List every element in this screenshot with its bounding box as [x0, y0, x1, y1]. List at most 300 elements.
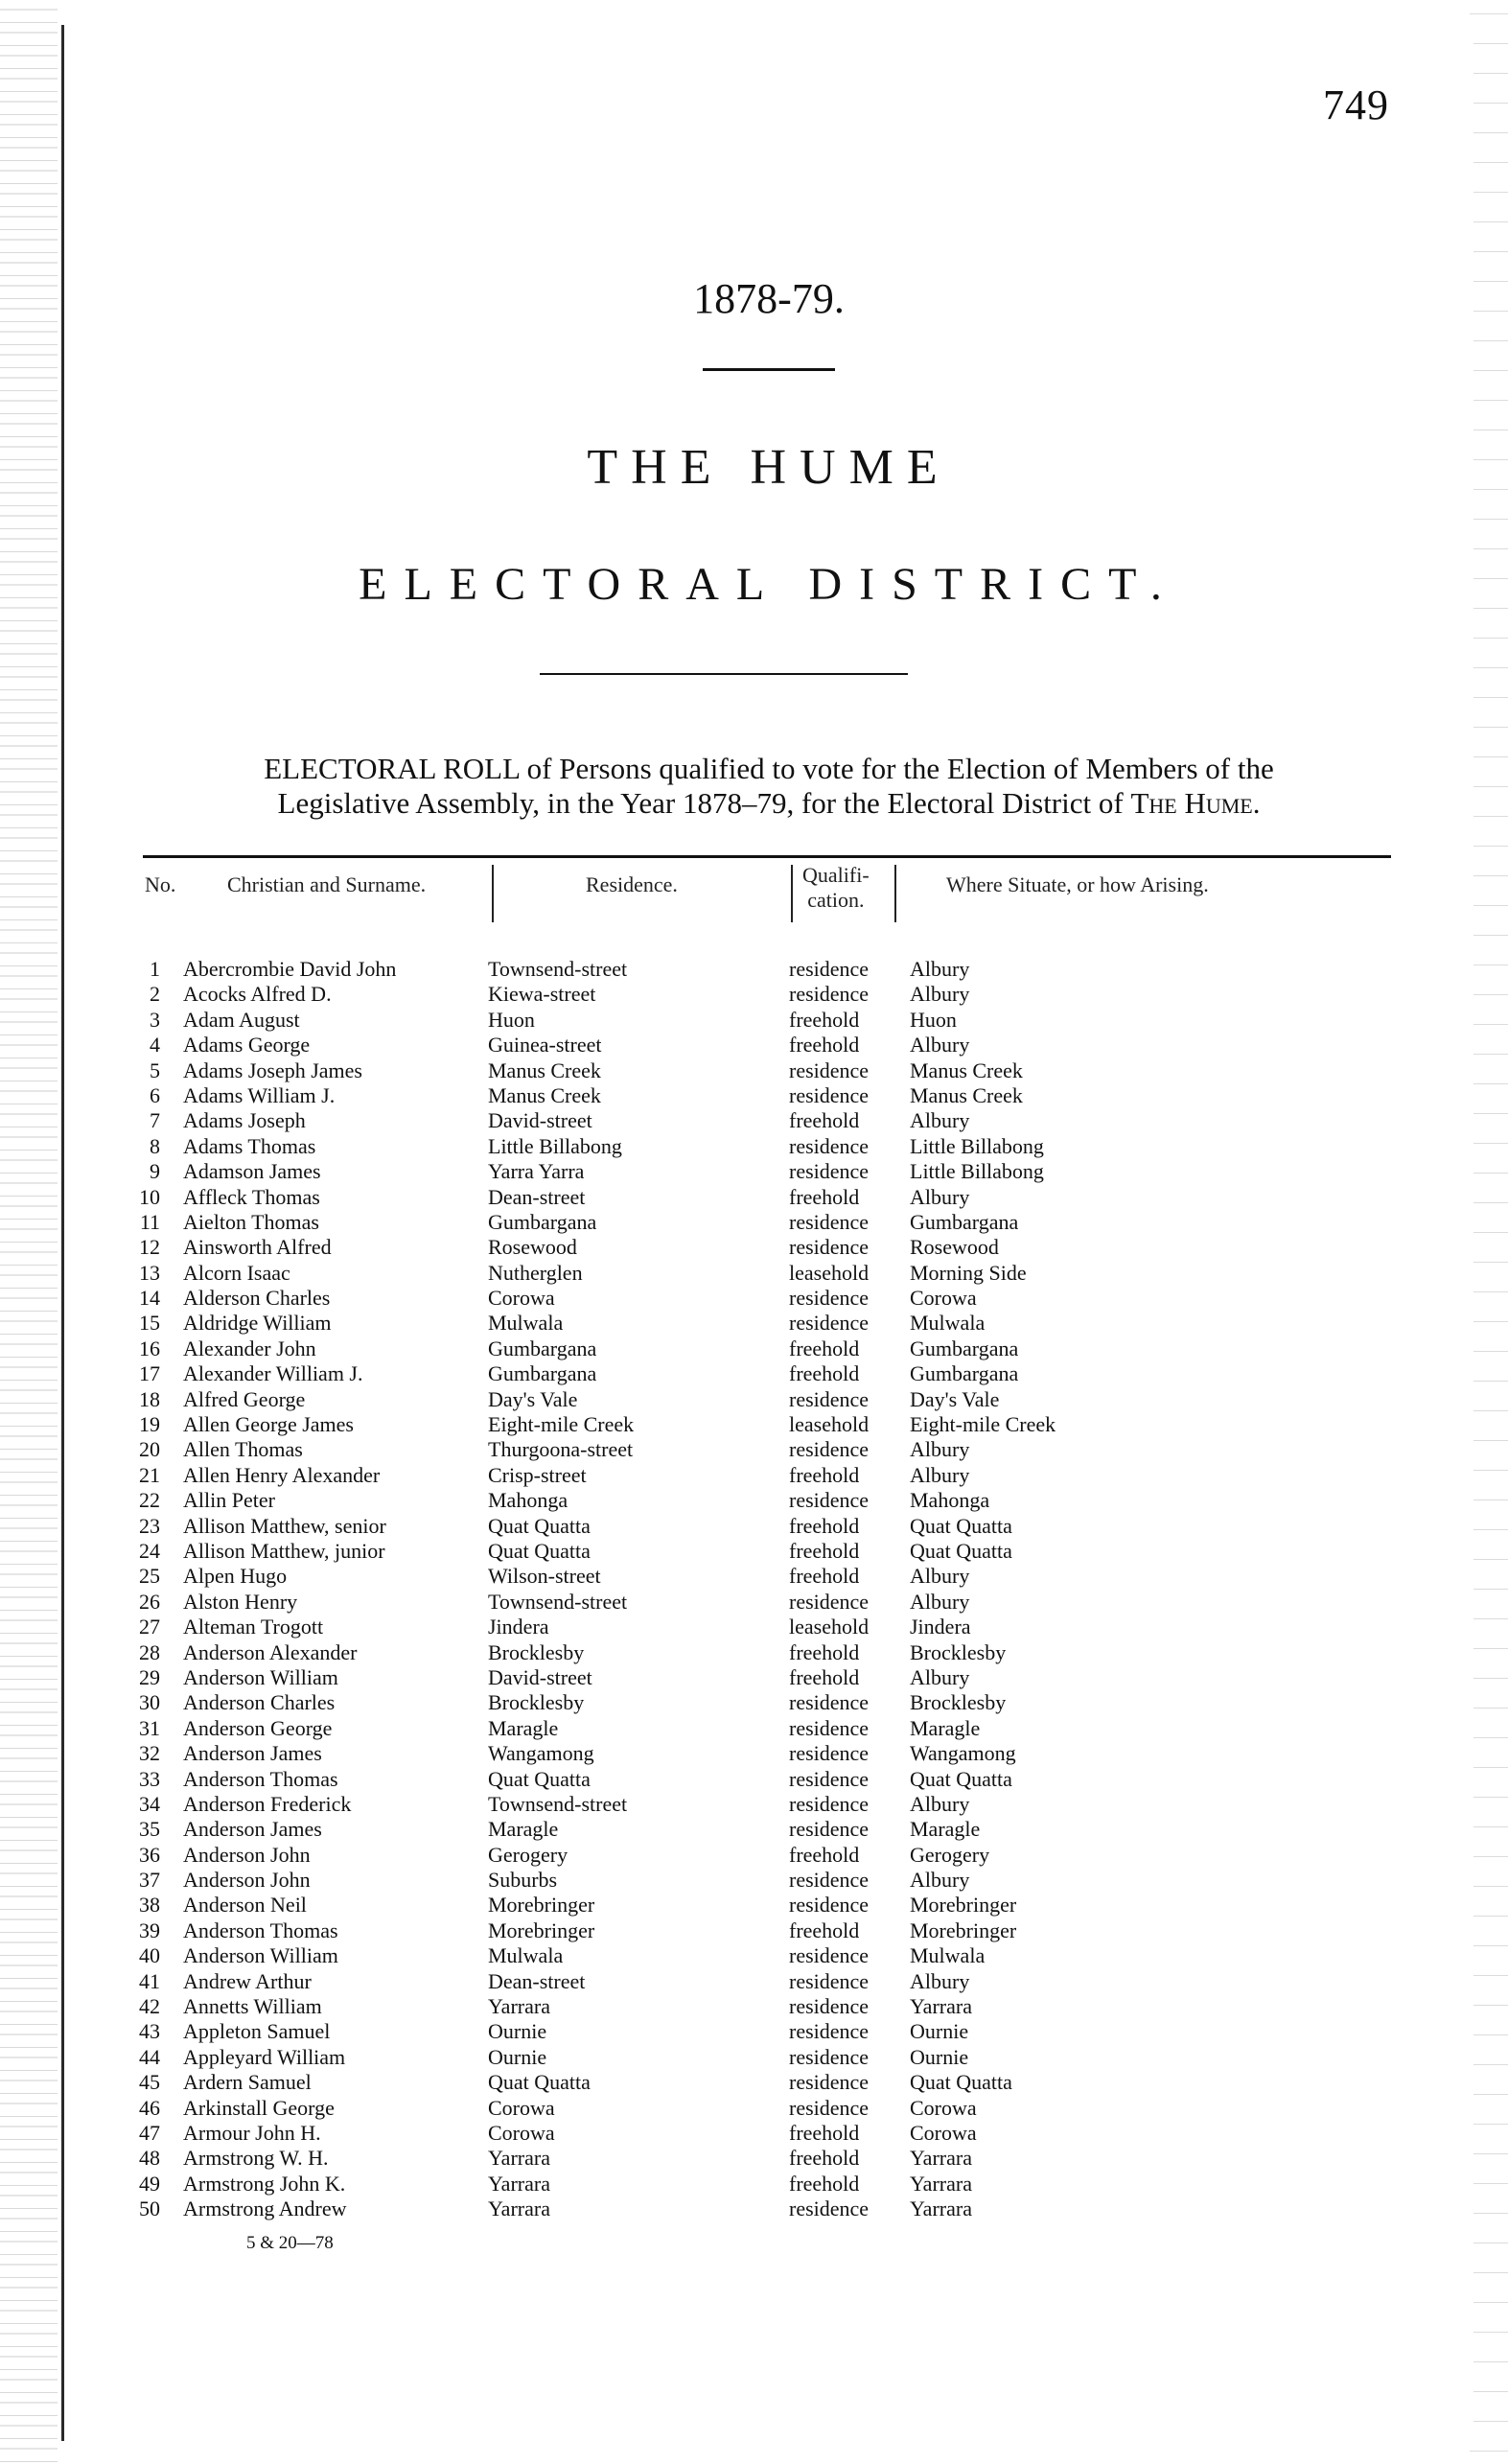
voter-residence: Mulwala — [488, 1311, 564, 1336]
voter-where-situate: Maragle — [910, 1715, 981, 1740]
voter-qualification: residence — [789, 1766, 870, 1791]
row-number: 21 — [139, 1462, 160, 1487]
voter-residence: Yarrara — [488, 2197, 550, 2221]
voter-residence: Gumbargana — [488, 1209, 597, 1234]
voter-qualification: residence — [789, 1943, 870, 1968]
row-number: 33 — [139, 1766, 160, 1791]
voter-where-situate: Albury — [910, 1589, 970, 1614]
row-number: 35 — [139, 1817, 160, 1842]
row-number: 2 — [150, 982, 160, 1007]
voter-where-situate: Ournie — [910, 2044, 969, 2069]
row-number: 23 — [139, 1513, 160, 1538]
voter-residence: David-street — [488, 1108, 592, 1133]
voter-qualification: freehold — [789, 1564, 860, 1589]
voter-residence: Yarrara — [488, 2171, 550, 2196]
voter-residence: Ournie — [488, 2019, 547, 2044]
voter-name: Anderson John — [183, 1842, 311, 1867]
voter-name: Armstrong John K. — [183, 2171, 346, 2196]
row-number: 39 — [139, 1918, 160, 1942]
voter-qualification: residence — [789, 2044, 870, 2069]
voter-name: Anderson Alexander — [183, 1639, 358, 1664]
table-header-rule — [143, 855, 1391, 858]
voter-qualification: residence — [789, 1159, 870, 1184]
voter-residence: Manus Creek — [488, 1082, 601, 1107]
table-row — [64, 2121, 1473, 2146]
voter-name: Ainsworth Alfred — [183, 1235, 332, 1260]
table-row — [64, 1412, 1473, 1437]
table-row — [64, 1615, 1473, 1639]
table-row — [64, 1640, 1473, 1665]
voter-name: Adamson James — [183, 1159, 321, 1184]
col-header-no: No. — [145, 872, 176, 896]
voter-residence: Rosewood — [488, 1235, 577, 1260]
voter-where-situate: Gumbargana — [910, 1209, 1019, 1234]
intro-lead: ELECTORAL ROLL — [264, 752, 520, 785]
table-row — [64, 2070, 1473, 2095]
voter-residence: Guinea-street — [488, 1033, 602, 1058]
row-number: 22 — [139, 1488, 160, 1513]
voter-qualification: freehold — [789, 1108, 860, 1133]
voter-qualification: leasehold — [789, 1260, 870, 1285]
table-row — [64, 1134, 1473, 1159]
row-number: 40 — [139, 1943, 160, 1968]
table-row — [64, 1108, 1473, 1133]
voter-where-situate: Albury — [910, 1968, 970, 1993]
voter-residence: Day's Vale — [488, 1386, 578, 1411]
voter-where-situate: Wangamong — [910, 1741, 1016, 1766]
voter-residence: Mulwala — [488, 1943, 564, 1968]
voter-qualification: residence — [789, 1589, 870, 1614]
voter-name: Ardern Samuel — [183, 2070, 312, 2095]
voter-qualification: residence — [789, 982, 870, 1007]
voter-where-situate: Albury — [910, 1868, 970, 1893]
scan-right-edge — [1470, 0, 1508, 2464]
voter-name: Anderson Thomas — [183, 1766, 338, 1791]
voter-residence: Thurgoona-street — [488, 1437, 634, 1462]
table-row — [64, 982, 1473, 1007]
col-header-qualification-2: cation. — [807, 888, 865, 912]
voter-residence: Maragle — [488, 1817, 559, 1842]
table-row — [64, 1083, 1473, 1108]
voter-name: Alpen Hugo — [183, 1564, 288, 1589]
scan-left-margin — [0, 0, 58, 2464]
row-number: 19 — [139, 1412, 160, 1437]
voter-qualification: residence — [789, 2095, 870, 2120]
voter-residence: Corowa — [488, 1286, 555, 1311]
voter-name: Affleck Thomas — [183, 1184, 320, 1209]
row-number: 31 — [139, 1715, 160, 1740]
voter-residence: Yarrara — [488, 2146, 550, 2171]
voter-qualification: residence — [789, 2019, 870, 2044]
table-row — [64, 2096, 1473, 2121]
voter-name: Allison Matthew, senior — [183, 1513, 386, 1538]
voter-residence: Quat Quatta — [488, 1766, 591, 1791]
row-number: 50 — [139, 2197, 160, 2221]
voter-where-situate: Albury — [910, 1184, 970, 1209]
voter-residence: Brocklesby — [488, 1639, 585, 1664]
voter-name: Aielton Thomas — [183, 1209, 319, 1234]
table-row — [64, 1893, 1473, 1918]
table-row — [64, 1008, 1473, 1033]
voter-name: Acocks Alfred D. — [183, 982, 332, 1007]
table-row — [64, 1868, 1473, 1893]
table-row — [64, 1817, 1473, 1842]
voter-qualification: residence — [789, 1133, 870, 1158]
voter-where-situate: Morebringer — [910, 1893, 1017, 1918]
row-number: 12 — [139, 1235, 160, 1260]
table-row — [64, 957, 1473, 982]
table-row — [64, 2197, 1473, 2221]
row-number: 3 — [150, 1007, 160, 1032]
table-row — [64, 1261, 1473, 1286]
voter-name: Anderson James — [183, 1817, 322, 1842]
voter-name: Alteman Trogott — [183, 1615, 324, 1639]
voter-where-situate: Albury — [910, 1033, 970, 1058]
voter-where-situate: Mulwala — [910, 1311, 986, 1336]
table-row — [64, 2172, 1473, 2197]
printer-code: 5 & 20—78 — [246, 2233, 334, 2253]
table-row — [64, 1159, 1473, 1184]
row-number: 37 — [139, 1868, 160, 1893]
voter-residence: Dean-street — [488, 1184, 586, 1209]
voter-name: Armour John H. — [183, 2120, 321, 2145]
voter-residence: Morebringer — [488, 1918, 595, 1942]
voter-where-situate: Little Billabong — [910, 1133, 1044, 1158]
voter-qualification: residence — [789, 1488, 870, 1513]
row-number: 11 — [139, 1209, 160, 1234]
row-number: 36 — [139, 1842, 160, 1867]
row-number: 48 — [139, 2146, 160, 2171]
voter-qualification: freehold — [789, 1639, 860, 1664]
col-header-name: Christian and Surname. — [227, 872, 427, 896]
table-row — [64, 1286, 1473, 1311]
row-number: 28 — [139, 1639, 160, 1664]
voter-residence: Corowa — [488, 2095, 555, 2120]
voter-name: Anderson Frederick — [183, 1791, 352, 1816]
row-number: 15 — [139, 1311, 160, 1336]
voter-where-situate: Manus Creek — [910, 1082, 1023, 1107]
voter-qualification: freehold — [789, 1462, 860, 1487]
voter-residence: Quat Quatta — [488, 2070, 591, 2095]
row-number: 9 — [150, 1159, 160, 1184]
row-number: 30 — [139, 1690, 160, 1715]
voter-where-situate: Gumbargana — [910, 1336, 1019, 1360]
voter-where-situate: Yarrara — [910, 2197, 972, 2221]
voter-qualification: residence — [789, 1286, 870, 1311]
voter-where-situate: Gerogery — [910, 1842, 990, 1867]
voter-name: Appleton Samuel — [183, 2019, 331, 2044]
voter-qualification: freehold — [789, 2120, 860, 2145]
voter-residence: David-street — [488, 1664, 592, 1689]
voter-residence: Eight-mile Creek — [488, 1412, 635, 1437]
col-divider-2 — [791, 865, 793, 922]
voter-where-situate: Albury — [910, 1108, 970, 1133]
row-number: 1 — [150, 957, 160, 981]
col-header-qualification — [802, 863, 870, 913]
row-number: 45 — [139, 2070, 160, 2095]
voter-name: Anderson William — [183, 1664, 338, 1689]
table-row — [64, 1488, 1473, 1513]
voter-residence: Yarra Yarra — [488, 1159, 585, 1184]
voter-residence: Corowa — [488, 2120, 555, 2145]
voter-name: Alexander John — [183, 1336, 316, 1360]
voter-residence: Quat Quatta — [488, 1538, 591, 1563]
row-number: 13 — [139, 1260, 160, 1285]
voter-qualification: residence — [789, 1968, 870, 1993]
voter-where-situate: Quat Quatta — [910, 1513, 1012, 1538]
voter-residence: Gumbargana — [488, 1336, 597, 1360]
voter-residence: Yarrara — [488, 1994, 550, 2019]
voter-name: Anderson Charles — [183, 1690, 336, 1715]
voter-qualification: residence — [789, 1817, 870, 1842]
table-row — [64, 1185, 1473, 1210]
col-divider-1 — [492, 865, 494, 922]
voter-qualification: residence — [789, 1386, 870, 1411]
voter-where-situate: Manus Creek — [910, 1058, 1023, 1082]
voter-residence: Little Billabong — [488, 1133, 622, 1158]
col-header-where: Where Situate, or how Arising. — [946, 872, 1209, 896]
table-row — [64, 1792, 1473, 1817]
voter-name: Arkinstall George — [183, 2095, 335, 2120]
intro-line1: of Persons qualified to vote for the Election of Members of the — [519, 752, 1274, 785]
voter-name: Adams Joseph — [183, 1108, 306, 1133]
table-row — [64, 1361, 1473, 1386]
voter-qualification: freehold — [789, 1007, 860, 1032]
page-number: 749 — [1323, 81, 1389, 128]
voter-where-situate: Mulwala — [910, 1943, 986, 1968]
col-header-qualification-1: Qualifi- — [802, 863, 870, 887]
voter-name: Anderson John — [183, 1868, 311, 1893]
row-number: 10 — [139, 1184, 160, 1209]
voter-qualification: freehold — [789, 1336, 860, 1360]
table-row — [64, 1943, 1473, 1968]
voter-residence: Townsend-street — [488, 957, 628, 981]
voter-where-situate: Brocklesby — [910, 1690, 1007, 1715]
voter-residence: Manus Creek — [488, 1058, 601, 1082]
row-number: 32 — [139, 1741, 160, 1766]
voter-qualification: residence — [789, 1235, 870, 1260]
voter-name: Appleyard William — [183, 2044, 346, 2069]
voter-residence: Mahonga — [488, 1488, 568, 1513]
voter-where-situate: Day's Vale — [910, 1386, 1000, 1411]
row-number: 41 — [139, 1968, 160, 1993]
voter-where-situate: Morning Side — [910, 1260, 1027, 1285]
voter-where-situate: Yarrara — [910, 1994, 972, 2019]
table-row — [64, 1311, 1473, 1336]
voter-residence: Ournie — [488, 2044, 547, 2069]
document-page — [61, 25, 1473, 2441]
table-row — [64, 2045, 1473, 2070]
voter-where-situate: Rosewood — [910, 1235, 999, 1260]
voter-where-situate: Albury — [910, 1462, 970, 1487]
roll-year: 1878-79. — [693, 275, 845, 322]
divider-long — [540, 673, 908, 675]
voter-qualification: freehold — [789, 1842, 860, 1867]
voter-name: Anderson Thomas — [183, 1918, 338, 1942]
voter-qualification: residence — [789, 957, 870, 981]
voter-where-situate: Yarrara — [910, 2146, 972, 2171]
voter-qualification: freehold — [789, 1184, 860, 1209]
voter-residence: Jindera — [488, 1615, 549, 1639]
voter-residence: Maragle — [488, 1715, 559, 1740]
voter-qualification: residence — [789, 1791, 870, 1816]
voter-where-situate: Quat Quatta — [910, 1538, 1012, 1563]
voter-residence: Brocklesby — [488, 1690, 585, 1715]
voter-residence: Gerogery — [488, 1842, 568, 1867]
table-row — [64, 1767, 1473, 1792]
voter-where-situate: Little Billabong — [910, 1159, 1044, 1184]
voter-qualification: freehold — [789, 2146, 860, 2171]
voter-where-situate: Brocklesby — [910, 1639, 1007, 1664]
row-number: 6 — [150, 1082, 160, 1107]
voter-name: Adam August — [183, 1007, 300, 1032]
voter-residence: Wangamong — [488, 1741, 594, 1766]
voter-name: Allison Matthew, junior — [183, 1538, 385, 1563]
voter-residence: Townsend-street — [488, 1589, 628, 1614]
voter-qualification: residence — [789, 1209, 870, 1234]
voter-where-situate: Albury — [910, 1437, 970, 1462]
table-row — [64, 1716, 1473, 1741]
row-number: 43 — [139, 2019, 160, 2044]
row-number: 44 — [139, 2044, 160, 2069]
voter-where-situate: Corowa — [910, 2095, 977, 2120]
intro-district: The Hume — [1130, 786, 1253, 820]
voter-where-situate: Maragle — [910, 1817, 981, 1842]
voter-residence: Dean-street — [488, 1968, 586, 1993]
voter-qualification: residence — [789, 1994, 870, 2019]
voter-where-situate: Albury — [910, 1664, 970, 1689]
voter-residence: Morebringer — [488, 1893, 595, 1918]
row-number: 49 — [139, 2171, 160, 2196]
table-row — [64, 1918, 1473, 1943]
row-number: 42 — [139, 1994, 160, 2019]
row-number: 7 — [150, 1108, 160, 1133]
voter-qualification: freehold — [789, 1033, 860, 1058]
voter-where-situate: Eight-mile Creek — [910, 1412, 1056, 1437]
voter-where-situate: Quat Quatta — [910, 1766, 1012, 1791]
voter-where-situate: Jindera — [910, 1615, 971, 1639]
voter-qualification: freehold — [789, 1361, 860, 1386]
voter-name: Alexander William J. — [183, 1361, 363, 1386]
voter-where-situate: Corowa — [910, 1286, 977, 1311]
voter-name: Annetts William — [183, 1994, 322, 2019]
row-number: 20 — [139, 1437, 160, 1462]
voter-residence: Nutherglen — [488, 1260, 583, 1285]
voter-name: Anderson James — [183, 1741, 322, 1766]
voter-name: Alfred George — [183, 1386, 306, 1411]
voter-name: Aldridge William — [183, 1311, 332, 1336]
voter-where-situate: Quat Quatta — [910, 2070, 1012, 2095]
table-row — [64, 1210, 1473, 1235]
row-number: 18 — [139, 1386, 160, 1411]
voter-qualification: residence — [789, 2197, 870, 2221]
row-number: 29 — [139, 1664, 160, 1689]
voter-qualification: residence — [789, 1058, 870, 1082]
voter-qualification: residence — [789, 1082, 870, 1107]
voter-residence: Huon — [488, 1007, 535, 1032]
roll-table — [64, 957, 1473, 2222]
table-row — [64, 1843, 1473, 1868]
table-row — [64, 1690, 1473, 1715]
voter-where-situate: Gumbargana — [910, 1361, 1019, 1386]
voter-where-situate: Albury — [910, 1791, 970, 1816]
voter-qualification: freehold — [789, 1918, 860, 1942]
voter-name: Adams Joseph James — [183, 1058, 362, 1082]
row-number: 27 — [139, 1615, 160, 1639]
voter-qualification: residence — [789, 1715, 870, 1740]
voter-where-situate: Albury — [910, 982, 970, 1007]
table-row — [64, 1969, 1473, 1994]
table-row — [64, 1463, 1473, 1488]
voter-name: Allen Henry Alexander — [183, 1462, 381, 1487]
table-row — [64, 2146, 1473, 2171]
voter-where-situate: Albury — [910, 1564, 970, 1589]
voter-qualification: freehold — [789, 1538, 860, 1563]
voter-where-situate: Albury — [910, 957, 970, 981]
row-number: 46 — [139, 2095, 160, 2120]
voter-name: Alston Henry — [183, 1589, 298, 1614]
table-row — [64, 2019, 1473, 2044]
voter-name: Adams George — [183, 1033, 311, 1058]
row-number: 4 — [150, 1033, 160, 1058]
table-row — [64, 1741, 1473, 1766]
voter-where-situate: Mahonga — [910, 1488, 990, 1513]
voter-qualification: freehold — [789, 1513, 860, 1538]
row-number: 25 — [139, 1564, 160, 1589]
voter-name: Armstrong W. H. — [183, 2146, 329, 2171]
row-number: 5 — [150, 1058, 160, 1082]
voter-name: Alderson Charles — [183, 1286, 331, 1311]
row-number: 34 — [139, 1791, 160, 1816]
voter-where-situate: Morebringer — [910, 1918, 1017, 1942]
voter-residence: Kiewa-street — [488, 982, 596, 1007]
voter-residence: Townsend-street — [488, 1791, 628, 1816]
voter-name: Adams William J. — [183, 1082, 336, 1107]
voter-name: Allen George James — [183, 1412, 354, 1437]
voter-qualification: freehold — [789, 1664, 860, 1689]
district-subtitle: ELECTORAL DISTRICT. — [359, 559, 1179, 610]
table-row — [64, 1058, 1473, 1083]
voter-name: Abercrombie David John — [183, 957, 397, 981]
voter-residence: Quat Quatta — [488, 1513, 591, 1538]
voter-where-situate: Huon — [910, 1007, 957, 1032]
voter-qualification: residence — [789, 1741, 870, 1766]
voter-name: Armstrong Andrew — [183, 2197, 347, 2221]
voter-residence: Gumbargana — [488, 1361, 597, 1386]
table-row — [64, 1539, 1473, 1564]
voter-name: Allen Thomas — [183, 1437, 303, 1462]
roll-intro — [112, 752, 1426, 821]
voter-qualification: residence — [789, 2070, 870, 2095]
voter-qualification: residence — [789, 1868, 870, 1893]
voter-qualification: residence — [789, 1437, 870, 1462]
row-number: 8 — [150, 1133, 160, 1158]
voter-name: Andrew Arthur — [183, 1968, 312, 1993]
table-row — [64, 1665, 1473, 1690]
voter-where-situate: Corowa — [910, 2120, 977, 2145]
table-row — [64, 1387, 1473, 1412]
col-divider-3 — [894, 865, 896, 922]
voter-qualification: residence — [789, 1311, 870, 1336]
row-number: 38 — [139, 1893, 160, 1918]
voter-qualification: leasehold — [789, 1412, 870, 1437]
voter-residence: Suburbs — [488, 1868, 558, 1893]
row-number: 14 — [139, 1286, 160, 1311]
voter-name: Anderson William — [183, 1943, 338, 1968]
table-row — [64, 1337, 1473, 1361]
table-row — [64, 1590, 1473, 1615]
table-row — [64, 1994, 1473, 2019]
